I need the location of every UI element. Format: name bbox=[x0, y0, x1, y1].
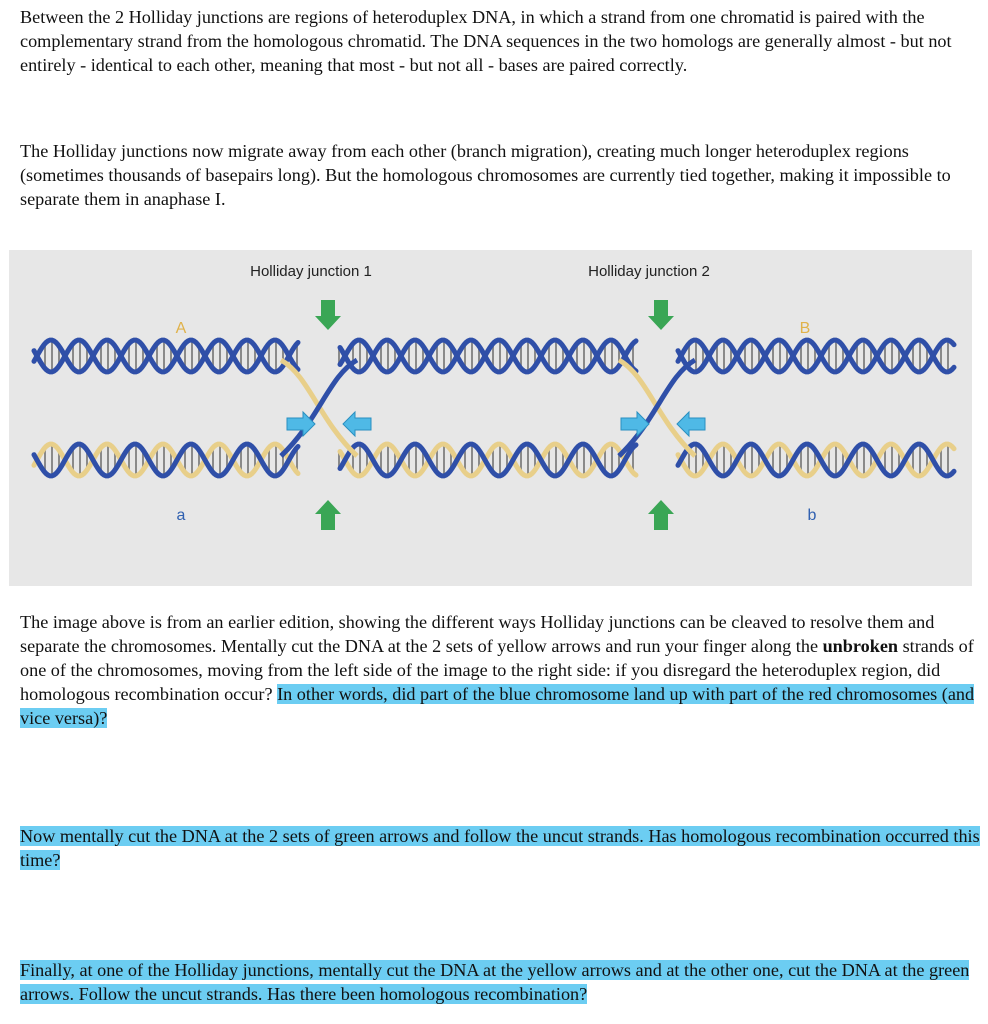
question-green-arrows bbox=[20, 824, 982, 872]
q2-highlighted-text: Now mentally cut the DNA at the 2 sets of green arrows and follow the uncut strands. Has homologous recombination occurred this time? bbox=[20, 826, 980, 870]
allele-A-label: A bbox=[175, 320, 187, 337]
holliday-junction-1-label: Holliday junction 1 bbox=[250, 263, 372, 280]
junction-2-cyan-arrow-left bbox=[621, 412, 649, 436]
cleavage-arrows bbox=[287, 300, 705, 530]
junction-1-green-arrow-bottom bbox=[315, 500, 341, 530]
p3-highlighted-question: In other words, did part of the blue chromosome land up with part of the red chromosomes (and vice versa)? bbox=[20, 684, 975, 728]
p3-text-start: The image above is from an earlier edition, showing the different ways Holliday junctions can be cleaved to resolve them and separate the chromosomes. Mentally cut the DNA at the 2 sets of yellow arrows and run your finger along the bbox=[20, 612, 935, 656]
dna-helices bbox=[34, 340, 954, 476]
allele-b-label: b bbox=[807, 507, 817, 524]
allele-a-label: a bbox=[176, 507, 186, 524]
q3-highlighted-text: Finally, at one of the Holliday junctions, mentally cut the DNA at the yellow arrows and at the other one, cut the DNA at the green arrows. Follow the uncut strands. Has there been homologous recombination? bbox=[20, 960, 970, 1004]
p3-text-middle: strands of one of the chromosomes, moving from the left side of the image to the right side: if you disregard the heteroduplex region, did homologous recombination occur? bbox=[20, 636, 974, 704]
paragraph-branch-migration: The Holliday junctions now migrate away from each other (branch migration), creating much longer heteroduplex regions (sometimes thousands of basepairs long). But the homologous chromosomes are currently tied together, making it impossible to separate them in anaphase I. bbox=[20, 141, 951, 209]
allele-B-label: B bbox=[799, 320, 811, 337]
junction-2-green-arrow-top bbox=[648, 300, 674, 330]
junction-2-cyan-arrow-right bbox=[677, 412, 705, 436]
junction-1-cyan-arrow-right bbox=[343, 412, 371, 436]
paragraph-heteroduplex: Between the 2 Holliday junctions are regions of heteroduplex DNA, in which a strand from one chromatid is paired with the complementary strand from the homologous chromatid. The DNA sequences in the two homologs are generally almost - but not entirely - identical to each other, meaning that most - but not all - bases are paired correctly. bbox=[20, 7, 952, 75]
junction-1-green-arrow-top bbox=[315, 300, 341, 330]
holliday-junction-2-label: Holliday junction 2 bbox=[588, 263, 710, 280]
p3-bold-unbroken: unbroken bbox=[822, 636, 899, 656]
dna-diagram bbox=[9, 250, 972, 586]
junction-2-green-arrow-bottom bbox=[648, 500, 674, 530]
paragraph-yellow-arrows-question bbox=[20, 610, 982, 730]
holliday-junction-figure bbox=[9, 250, 972, 586]
question-mixed-cuts bbox=[20, 958, 982, 1006]
